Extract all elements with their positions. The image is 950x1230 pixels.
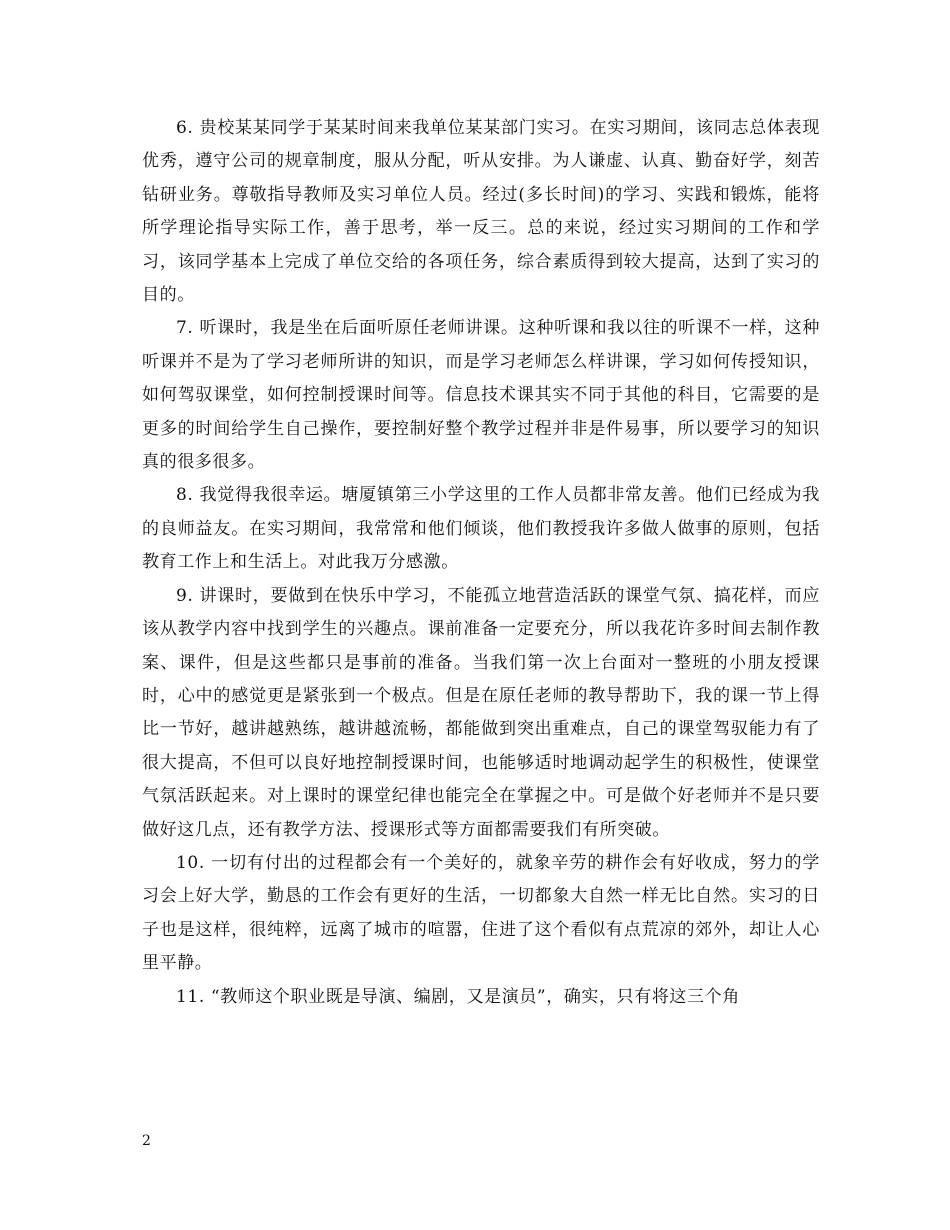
paragraph-7: 7. 听课时，我是坐在后面听原任老师讲课。这种听课和我以往的听课不一样，这种听课并不是为了学习老师所讲的知识，而是学习老师怎么样讲课，学习如何传授知识，如何驾驭课堂，如何控制授课时间等。信息技术课其实不同于其他的科目，它需要的是更多的时间给学生自己操作，要控制好整个教学过程并非是件易事，所以要学习的知识真的很多很多。 <box>142 318 820 473</box>
page-number: 2 <box>142 1133 151 1149</box>
paragraph-8: 8. 我觉得我很幸运。塘厦镇第三小学这里的工作人员都非常友善。他们已经成为我的良师益友。在实习期间，我常常和他们倾谈，他们教授我许多做人做事的原则，包括教育工作上和生活上。对此我万分感激。 <box>142 485 820 573</box>
paragraph-10: 10. 一切有付出的过程都会有一个美好的，就象辛劳的耕作会有好收成，努力的学习会上好大学，勤恳的工作会有更好的生活，一切都象大自然一样无比自然。实习的日子也是这样，很纯粹，远离了城市的喧嚣，住进了这个看似有点荒凉的郊外，却让人心里平静。 <box>142 852 820 974</box>
document-body <box>142 112 820 1014</box>
paragraph-6: 6. 贵校某某同学于某某时间来我单位某某部门实习。在实习期间，该同志总体表现优秀，遵守公司的规章制度，服从分配，听从安排。为人谦虚、认真、勤奋好学，刻苦钻研业务。尊敬指导教师及实习单位人员。经过(多长时间)的学习、实践和锻炼，能将所学理论指导实际工作，善于思考，举一反三。总的来说，经过实习期间的工作和学习，该同学基本上完成了单位交给的各项任务，综合素质得到较大提高，达到了实习的目的。 <box>142 118 820 306</box>
paragraph-9: 9. 讲课时，要做到在快乐中学习，不能孤立地营造活跃的课堂气氛、搞花样，而应该从教学内容中找到学生的兴趣点。课前准备一定要充分，所以我花许多时间去制作教案、课件，但是这些都只是事前的准备。当我们第一次上台面对一整班的小朋友授课时，心中的感觉更是紧张到一个极点。但是在原任老师的教导帮助下，我的课一节上得比一节好，越讲越熟练，越讲越流畅，都能做到突出重难点，自己的课堂驾驭能力有了很大提高，不但可以良好地控制授课时间，也能够适时地调动起学生的积极性，使课堂气氛活跃起来。对上课时的课堂纪律也能完全在掌握之中。可是做个好老师并不是只要做好这几点，还有教学方法、授课形式等方面都需要我们有所突破。 <box>142 585 820 840</box>
paragraph-11: 11. “教师这个职业既是导演、编剧，又是演员”，确实，只有将这三个角 <box>176 986 740 1007</box>
